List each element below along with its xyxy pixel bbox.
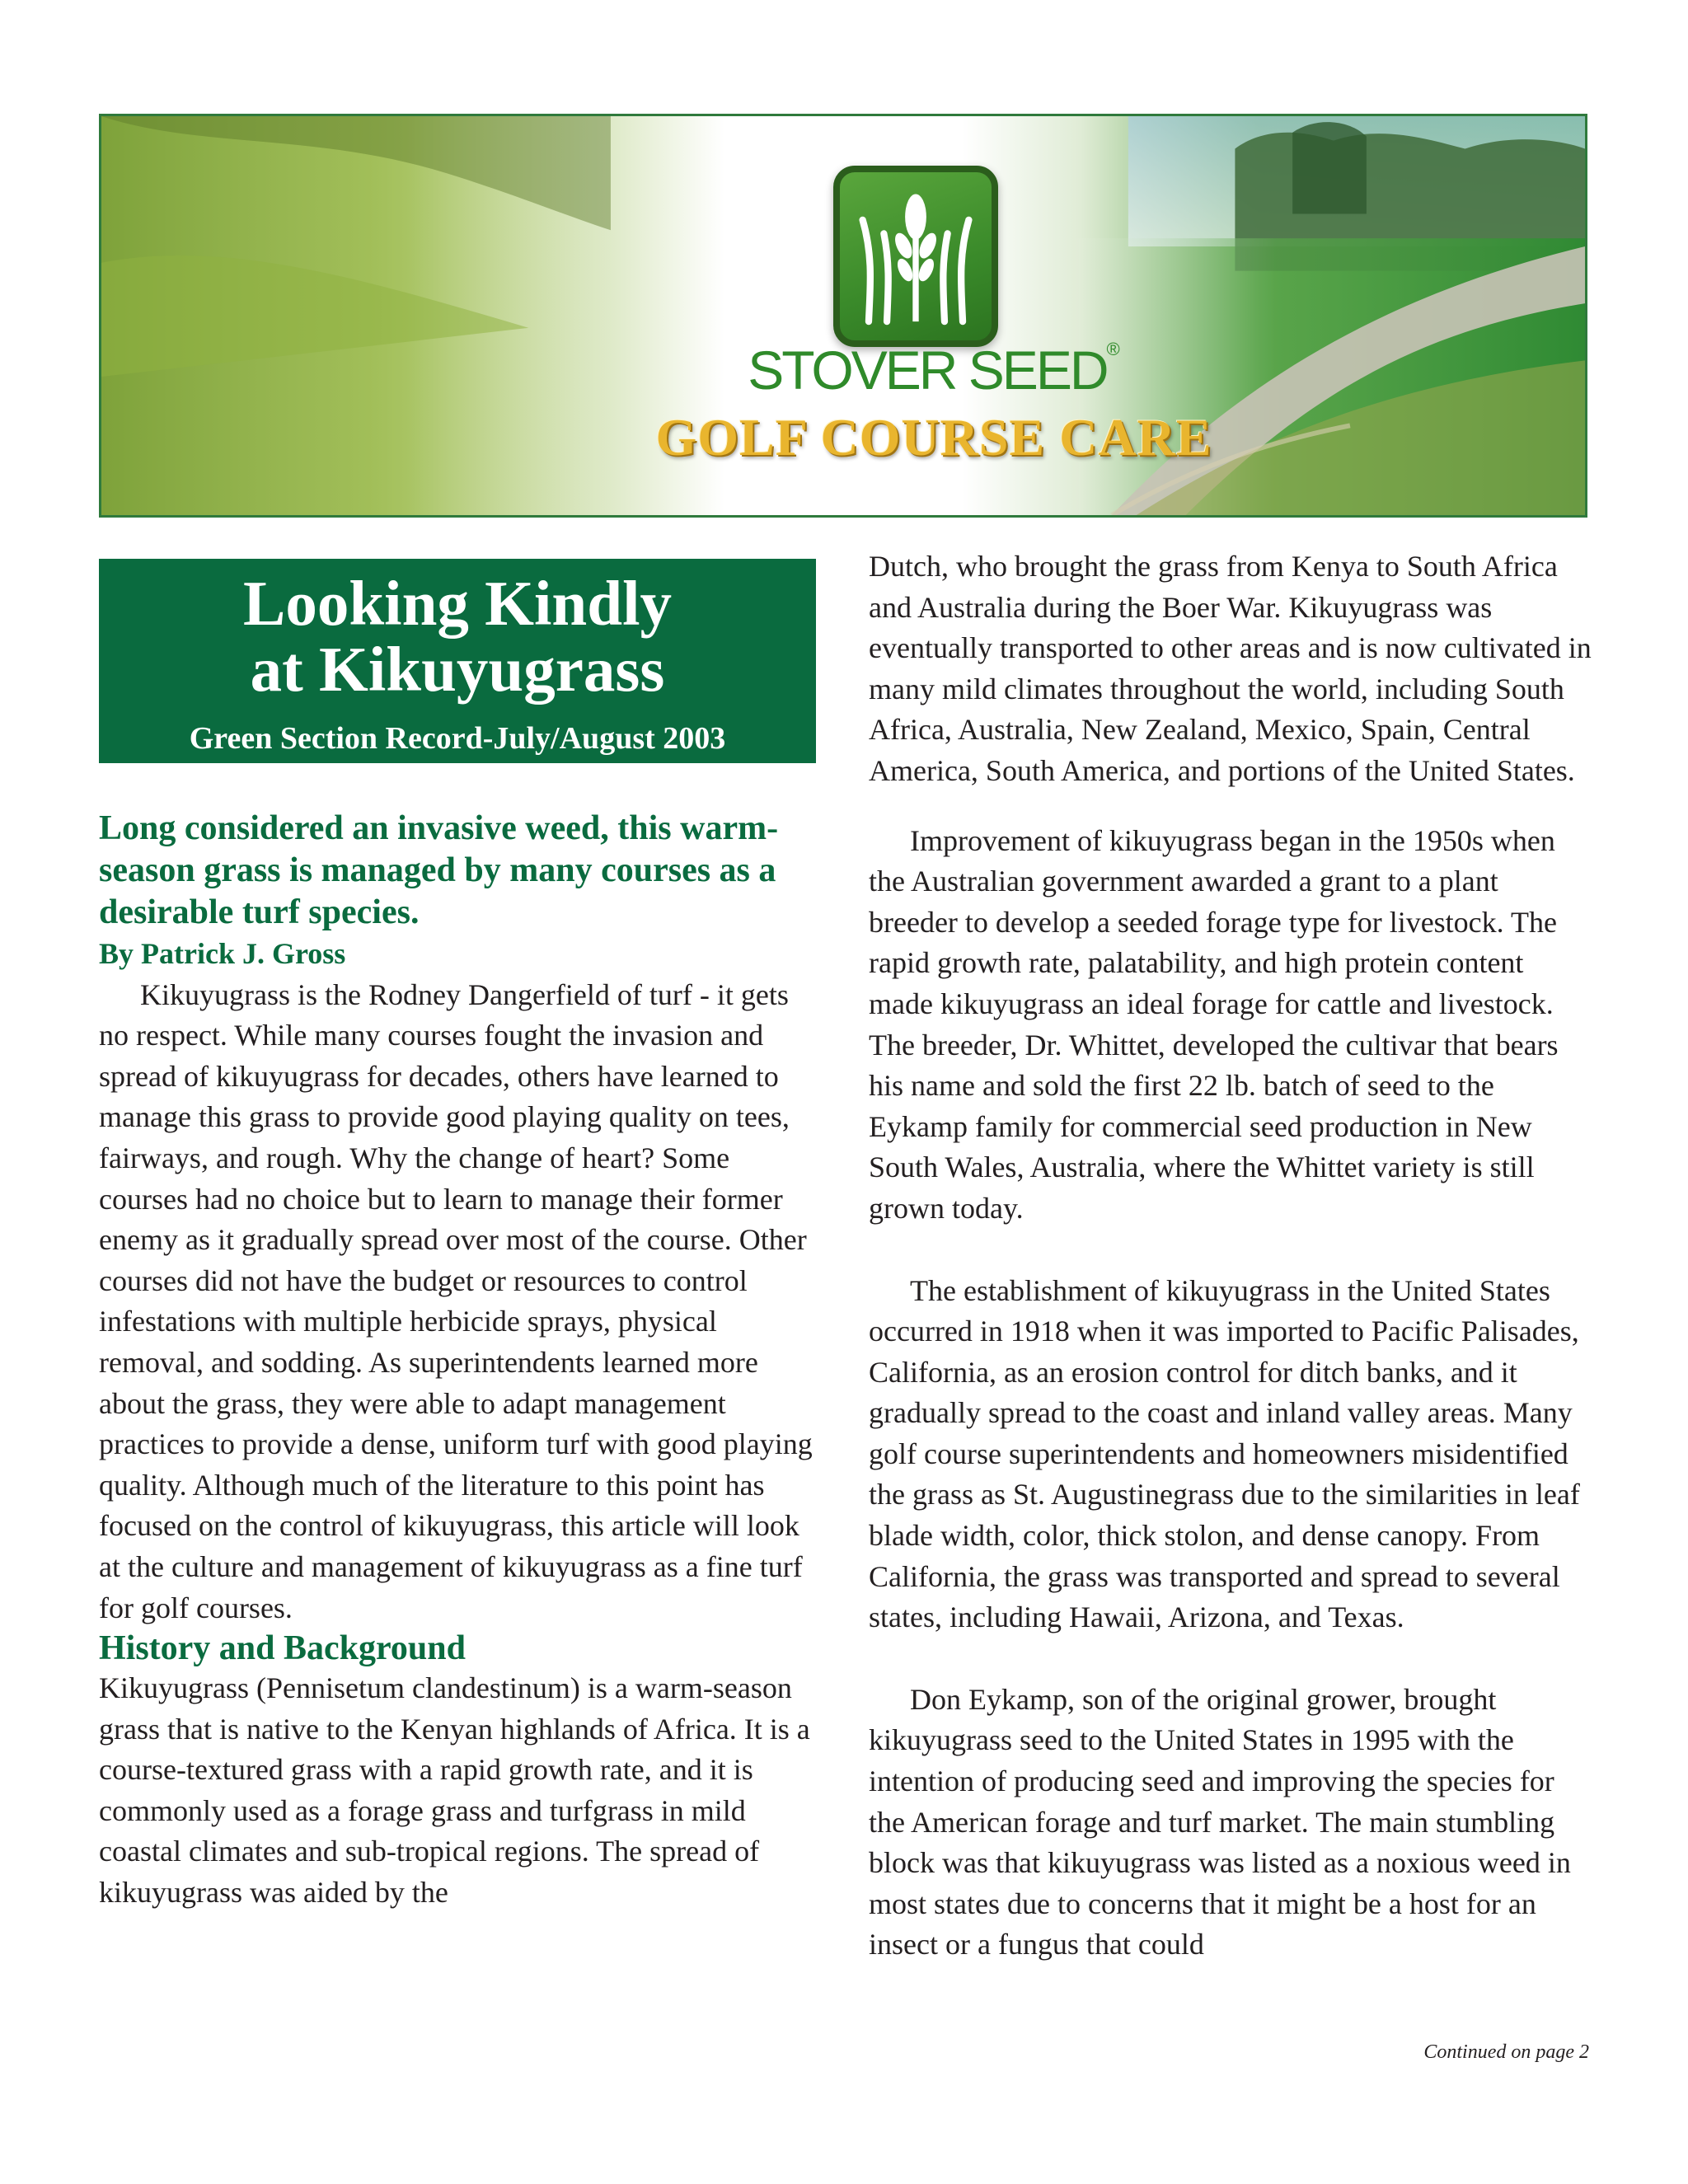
intro-paragraph: Kikuyugrass is the Rodney Dangerfield of turf - it gets no respect. While many courses fought the invasion and spread of kikuyugrass for decades, others have learned to manage this grass to provide good playing quality on tees, fairways, and rough. Why the change of heart? Some courses had no choice but to learn to manage their former enemy as it gradually spread over most of the course. Other courses did not have the budget or resources to control infestations with multiple herbicide sprays, physical removal, and sodding. As superintendents learned more about the grass, they were able to adapt management practices to provide a dense, uniform turf with good playing quality. Although much of the literature to this point has focused on the control of kikuyugrass, this article will look at the culture and management of kikuyugrass as a fine turf for golf courses. — [99, 977, 813, 1624]
header-banner — [99, 114, 1587, 518]
article-title-line2: at Kikuyugrass — [250, 634, 665, 705]
article-deck: Long considered an invasive weed, this warm-season grass is managed by many courses as a desirable turf species. — [99, 809, 779, 931]
history-paragraph-4: Don Eykamp, son of the original grower, brought kikuyugrass seed to the United States in 1995 with the intention of producing seed and improving the species for the American forage and turf market. The main stumbling block was that kikuyugrass was listed as a noxious weed in most states due to concerns that it might be a host for an insect or a fungus that could — [869, 1682, 1571, 1961]
left-column — [99, 808, 824, 1914]
byline: By Patrick J. Gross — [99, 937, 346, 970]
wheat-icon — [840, 172, 992, 340]
article-source: Green Section Record-July/August 2003 — [189, 721, 726, 756]
right-column — [869, 546, 1594, 1966]
brand-name: STOVER SEED® — [748, 339, 1120, 401]
history-paragraph-2: Improvement of kikuyugrass began in the 1950s when the Australian government awarded a grant to a plant breeder to develop a seeded forage type for livestock. The rapid growth rate, palatability, and high protein content made kikuyugrass an ideal forage for cattle and livestock. The breeder, Dr. Whittet, developed the cultivar that bears his name and sold the first 22 lb. batch of seed to the Eykamp family for commercial seed production in New South Wales, Australia, where the Whittet variety is still grown today. — [869, 823, 1559, 1225]
continued-note: Continued on page 2 — [1423, 2041, 1589, 2063]
stover-seed-logo — [833, 166, 998, 347]
history-paragraph-1-continued: Dutch, who brought the grass from Kenya to South Africa and Australia during the Boer War. Kikuyugrass was eventually transported to other areas and is now cultivated in many mild climates throughout the world, including South Africa, Australia, New Zealand, Mexico, Spain, Central America, South America, and portions of the United States. — [869, 550, 1592, 787]
history-paragraph-1: Kikuyugrass (Pennisetum clandestinum) is a warm-season grass that is native to the Kenyan highlands of Africa. It is a course-textured grass with a rapid growth rate, and it is commonly used as a forage grass and turfgrass in mild coastal climates and sub-tropical regions. The spread of kikuyugrass was aided by the — [99, 1671, 810, 1910]
history-paragraph-3: The establishment of kikuyugrass in the United States occurred in 1918 when it was imported to Pacific Palisades, California, as an erosion control for ditch banks, and it gradually spread to the coast and inland valley areas. Many golf course superintendents and homeowners misidentified the grass as St. Augustinegrass due to the similarities in leaf blade width, color, thick stolon, and dense canopy. From California, the grass was transported and spread to several states, including Hawaii, Arizona, and Texas. — [869, 1273, 1580, 1634]
article-title-box — [99, 559, 816, 763]
banner-tagline: GOLF COURSE CARE — [655, 408, 1212, 466]
section-heading: History and Background — [99, 1629, 466, 1668]
article-title-line1: Looking Kindly — [243, 568, 672, 639]
registered-mark: ® — [1106, 339, 1120, 359]
